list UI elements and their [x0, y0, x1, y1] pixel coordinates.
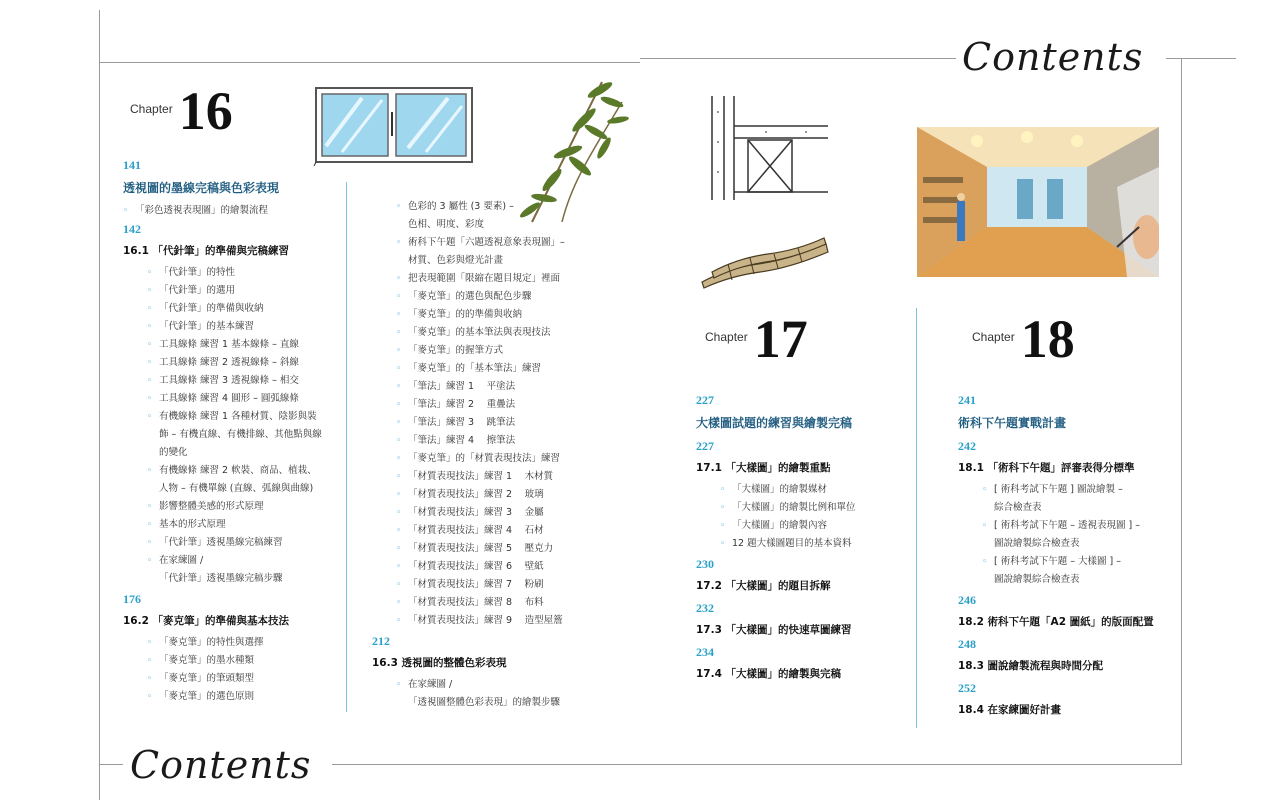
list-item: ◦ 「麥克筆」的握筆方式: [396, 342, 612, 360]
list-item: ◦ 有機線條 練習 1 各種材質、陰影與裝: [147, 408, 343, 426]
bullet-icon: ◦: [396, 310, 402, 320]
bullet-icon: ◦: [396, 526, 402, 536]
list-item: ◦ 「麥克筆」的「材質表現技法」練習: [396, 450, 612, 468]
column-rule: [916, 308, 917, 728]
list-item: ◦ 術科下午題「六題透視意象表現圖」–: [396, 234, 612, 252]
list-item: ◦ 「筆法」練習 3 跳筆法: [396, 414, 612, 432]
bullet-icon: ◦: [396, 616, 402, 626]
list-item: ◦ 「材質表現技法」練習 9 造型屋簷: [396, 612, 612, 630]
bullet-icon: ◦: [123, 206, 129, 216]
list-item: ◦ 色彩的 3 屬性 (3 要素) –: [396, 198, 612, 216]
page-number: 242: [958, 439, 976, 453]
toc-column-3: [696, 393, 906, 681]
bullet-icon: ◦: [720, 521, 726, 531]
contents-title-top: Contents: [962, 35, 1144, 79]
glass-door-illustration: [312, 86, 476, 166]
list-item-continued: 色相、明度、彩度: [408, 219, 485, 230]
section-title: 18.1 「術科下午題」評審表得分標準: [958, 462, 1135, 474]
chapter-label: Chapter: [130, 102, 173, 116]
list-item: ◦ 「麥克筆」的墨水種類: [147, 652, 343, 670]
frame-bottom-left: [99, 764, 123, 765]
bullet-icon: ◦: [982, 485, 988, 495]
list-item: ◦ 「材質表現技法」練習 3 金屬: [396, 504, 612, 522]
bullet-icon: ◦: [396, 400, 402, 410]
bullet-icon: ◦: [147, 286, 153, 296]
list-item: ◦ 「麥克筆」的筆頭類型: [147, 670, 343, 688]
list-item: ◦ [ 術科考試下午題 ] 圖說繪製 –: [982, 481, 1173, 499]
bullet-icon: ◦: [720, 503, 726, 513]
toc-column-2: [372, 198, 612, 712]
toc-column-1: [123, 158, 343, 706]
chapter-title: 術科下午題實戰計畫: [958, 416, 1067, 430]
section-title: 16.1 「代針筆」的準備與完稿練習: [123, 245, 290, 257]
list-item: ◦ 工具線條 練習 1 基本線條 – 直線: [147, 336, 343, 354]
section-title: 17.3 「大樣圖」的快速草圖練習: [696, 624, 852, 636]
chapter-title: 透視圖的墨線完稿與色彩表現: [123, 181, 280, 195]
list-item: ◦ 工具線條 練習 2 透視線條 – 斜線: [147, 354, 343, 372]
list-item: ◦ 「材質表現技法」練習 2 玻璃: [396, 486, 612, 504]
bullet-icon: ◦: [147, 412, 153, 422]
bullet-icon: ◦: [396, 490, 402, 500]
page-number: 212: [372, 634, 390, 648]
bullet-icon: ◦: [396, 346, 402, 356]
chapter-number: 18: [1020, 309, 1075, 369]
bullet-icon: ◦: [147, 304, 153, 314]
page-number: 227: [696, 439, 714, 453]
frame-top-right: [640, 58, 956, 59]
list-item-continued: 材質、色彩與燈光計畫: [408, 255, 504, 266]
bullet-icon: ◦: [147, 268, 153, 278]
roof-tile-illustration: [698, 234, 832, 290]
list-item-continued: 人物 – 有機單線 (直線、弧線與曲線): [159, 483, 314, 494]
list-item: ◦ 「麥克筆」的特性與選擇: [147, 634, 343, 652]
section-title: 17.4 「大樣圖」的繪製與完稿: [696, 668, 842, 680]
list-item-continued: 圖說繪製綜合檢查表: [994, 538, 1080, 549]
list-item: ◦ [ 術科考試下午題 – 透視表現圖 ] –: [982, 517, 1173, 535]
bullet-icon: ◦: [147, 376, 153, 386]
list-item: ◦ 「代針筆」的特性: [147, 264, 343, 282]
bullet-icon: ◦: [720, 485, 726, 495]
list-item: ◦ 「材質表現技法」練習 8 布料: [396, 594, 612, 612]
chapter-label: Chapter: [705, 330, 748, 344]
bullet-icon: ◦: [720, 539, 726, 549]
list-item-continued: 綜合檢查表: [994, 502, 1042, 513]
list-item: ◦ 「代針筆」透視墨線完稿練習: [147, 534, 343, 552]
contents-title-bottom: Contents: [130, 743, 312, 787]
section-title: 18.4 在家練圖好計畫: [958, 704, 1062, 716]
bullet-icon: ◦: [396, 328, 402, 338]
section-title: 16.3 透視圖的整體色彩表現: [372, 657, 507, 669]
list-item: ◦ 「麥克筆」的選色原則: [147, 688, 343, 706]
chapter-label: Chapter: [972, 330, 1015, 344]
bullet-icon: ◦: [147, 674, 153, 684]
chapter-title: 大樣圖試題的練習與繪製完稿: [696, 416, 853, 430]
list-item: ◦ 「大樣圖」的繪製內容: [720, 517, 906, 535]
bullet-icon: ◦: [147, 322, 153, 332]
frame-top-right-tail: [1166, 58, 1236, 59]
frame-right-vertical: [1181, 58, 1182, 764]
list-item: ◦ 工具線條 練習 3 透視線條 – 相交: [147, 372, 343, 390]
bullet-icon: ◦: [396, 382, 402, 392]
bullet-icon: ◦: [147, 520, 153, 530]
page-number: 141: [123, 158, 141, 172]
list-item: ◦ 「麥克筆」的的準備與收納: [396, 306, 612, 324]
section-title: 17.1 「大樣圖」的繪製重點: [696, 462, 831, 474]
list-item: ◦ 在家練圖 /: [147, 552, 343, 570]
list-item: ◦ 工具線條 練習 4 圓形 – 圓弧線條: [147, 390, 343, 408]
list-item-continued: 的變化: [159, 447, 188, 458]
frame-bottom-right: [332, 764, 1182, 765]
list-item: ◦ 「麥克筆」的「基本筆法」練習: [396, 360, 612, 378]
list-item: ◦ 「代針筆」的基本練習: [147, 318, 343, 336]
chapter-number: 16: [178, 81, 233, 141]
list-item-continued: 飾 – 有機直線、有機排線、其他點與線: [159, 429, 322, 440]
bullet-icon: ◦: [147, 656, 153, 666]
list-item-continued: 「代針筆」透視墨線完稿步驟: [159, 573, 283, 584]
bullet-icon: ◦: [396, 598, 402, 608]
bullet-icon: ◦: [147, 466, 153, 476]
chapter-number: 17: [753, 309, 808, 369]
page-number: 230: [696, 557, 714, 571]
list-item: ◦ 「代針筆」的準備與收納: [147, 300, 343, 318]
wall-section-illustration: [706, 92, 832, 204]
bullet-icon: ◦: [396, 544, 402, 554]
list-item: ◦ 「筆法」練習 4 擦筆法: [396, 432, 612, 450]
bullet-icon: ◦: [396, 238, 402, 248]
bullet-icon: ◦: [396, 562, 402, 572]
page-number: 252: [958, 681, 976, 695]
frame-left-vertical: [99, 10, 100, 800]
bullet-icon: ◦: [147, 394, 153, 404]
section-title: 16.2 「麥克筆」的準備與基本技法: [123, 615, 290, 627]
list-item: ◦ 把表現範圍「限縮在題目規定」裡面: [396, 270, 612, 288]
page-number: 227: [696, 393, 714, 407]
section-title: 17.2 「大樣圖」的題目拆解: [696, 580, 831, 592]
list-item: ◦ 「材質表現技法」練習 1 木材質: [396, 468, 612, 486]
page-number: 248: [958, 637, 976, 651]
bullet-icon: ◦: [396, 274, 402, 284]
chapter-18-heading: [972, 309, 1075, 369]
bullet-icon: ◦: [396, 436, 402, 446]
list-item: ◦ 有機線條 練習 2 軟裝、商品、植栽、: [147, 462, 343, 480]
page-number: 234: [696, 645, 714, 659]
bullet-icon: ◦: [396, 580, 402, 590]
bullet-icon: ◦: [147, 692, 153, 702]
frame-top-left: [99, 62, 640, 63]
list-item: ◦ 「筆法」練習 1 平塗法: [396, 378, 612, 396]
list-item: ◦ 「大樣圖」的繪製媒材: [720, 481, 906, 499]
list-item: ◦ 「材質表現技法」練習 6 壁紙: [396, 558, 612, 576]
bullet-icon: ◦: [147, 502, 153, 512]
page-number: 241: [958, 393, 976, 407]
list-item: ◦ 「麥克筆」的基本筆法與表現技法: [396, 324, 612, 342]
list-item: ◦ 在家練圖 /: [396, 676, 612, 694]
list-item: ◦ 「麥克筆」的選色與配色步驟: [396, 288, 612, 306]
bullet-icon: ◦: [147, 556, 153, 566]
bullet-icon: ◦: [396, 364, 402, 374]
column-rule: [346, 182, 347, 712]
list-item: ◦ 12 題大樣圖題目的基本資料: [720, 535, 906, 553]
list-item-continued: 圖說繪製綜合檢查表: [994, 574, 1080, 585]
list-item: ◦ 「筆法」練習 2 重疊法: [396, 396, 612, 414]
page-number: 176: [123, 592, 141, 606]
bullet-icon: ◦: [982, 521, 988, 531]
bullet-icon: ◦: [147, 638, 153, 648]
list-item: ◦ 「大樣圖」的繪製比例和單位: [720, 499, 906, 517]
bullet-icon: ◦: [396, 454, 402, 464]
toc-column-4: [958, 393, 1173, 717]
list-item-continued: 「透視圖整體色彩表現」的繪製步驟: [408, 697, 561, 708]
list-item: ◦ 「材質表現技法」練習 7 粉刷: [396, 576, 612, 594]
bullet-icon: ◦: [982, 557, 988, 567]
list-item: ◦ 基本的形式原理: [147, 516, 343, 534]
page-number: 142: [123, 222, 141, 236]
bullet-icon: ◦: [396, 472, 402, 482]
interior-perspective-illustration: [917, 127, 1159, 277]
page-number: 246: [958, 593, 976, 607]
list-item: ◦ [ 術科考試下午題 – 大樣圖 ] –: [982, 553, 1173, 571]
list-item: ◦ 「材質表現技法」練習 4 石材: [396, 522, 612, 540]
bullet-icon: ◦: [396, 508, 402, 518]
bullet-icon: ◦: [396, 418, 402, 428]
bullet-icon: ◦: [147, 340, 153, 350]
list-item: ◦ 影響整體美感的形式原理: [147, 498, 343, 516]
page-number: 232: [696, 601, 714, 615]
list-item: ◦ 「彩色透視表現圖」的繪製流程: [123, 202, 343, 220]
list-item: ◦ 「代針筆」的選用: [147, 282, 343, 300]
bullet-icon: ◦: [147, 538, 153, 548]
chapter-17-heading: [705, 309, 808, 369]
bullet-icon: ◦: [396, 680, 402, 690]
list-item: ◦ 「材質表現技法」練習 5 壓克力: [396, 540, 612, 558]
section-title: 18.2 術科下午題「A2 圖紙」的版面配置: [958, 616, 1154, 628]
bullet-icon: ◦: [147, 358, 153, 368]
bullet-icon: ◦: [396, 292, 402, 302]
chapter-16-heading: [130, 81, 233, 141]
bullet-icon: ◦: [396, 202, 402, 212]
section-title: 18.3 圖說繪製流程與時間分配: [958, 660, 1104, 672]
